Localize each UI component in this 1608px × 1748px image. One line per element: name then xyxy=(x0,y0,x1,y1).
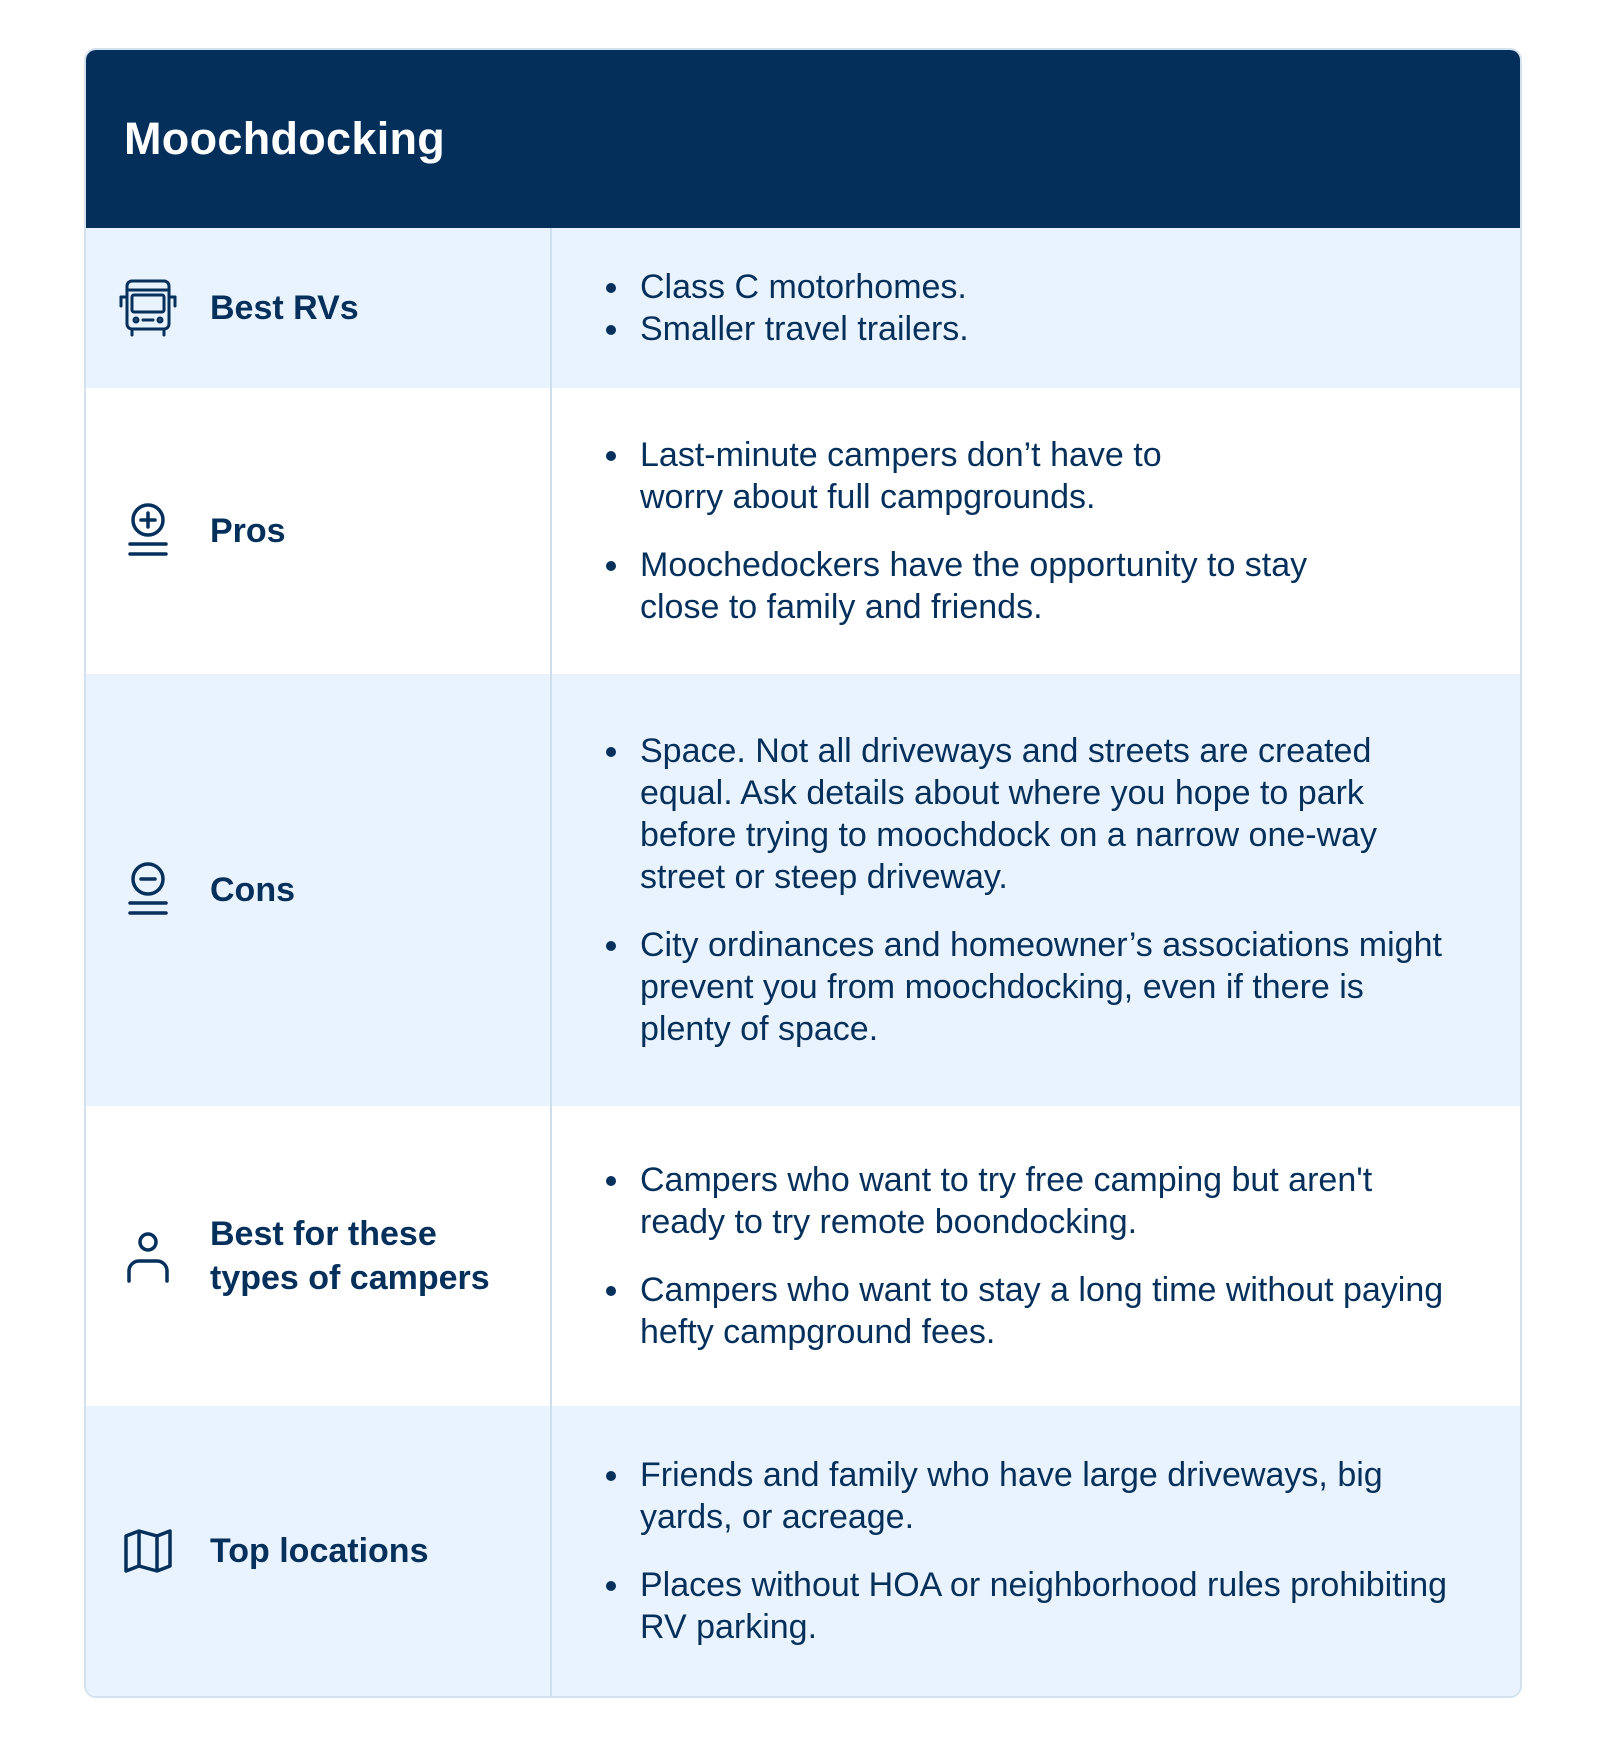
row-label-cell xyxy=(86,1406,552,1696)
map-icon xyxy=(116,1519,180,1583)
row-content xyxy=(552,674,1520,1106)
row-label: Top locations xyxy=(210,1532,429,1570)
row-cons xyxy=(86,674,1520,1106)
rv-icon xyxy=(116,276,180,340)
list-item: Campers who want to try free camping but aren't ready to try remote boondocking. xyxy=(600,1159,1460,1243)
row-label: Cons xyxy=(210,871,295,909)
card-title: Moochdocking xyxy=(124,113,446,164)
row-label: Best for these types of campers xyxy=(210,1215,490,1297)
row-content xyxy=(552,228,1520,388)
list-item: Friends and family who have large driveways, big yards, or acreage. xyxy=(600,1454,1460,1538)
bullet-list xyxy=(600,434,1320,628)
row-label-cell xyxy=(86,1106,552,1406)
row-best-for-campers xyxy=(86,1106,1520,1406)
row-content xyxy=(552,388,1520,674)
row-top-locations xyxy=(86,1406,1520,1696)
list-item: Places without HOA or neighborhood rules prohibiting RV parking. xyxy=(600,1564,1460,1648)
bullet-list xyxy=(600,1454,1460,1648)
row-label-cell xyxy=(86,388,552,674)
bullet-list xyxy=(600,1159,1460,1353)
list-item: Class C motorhomes. xyxy=(600,266,1460,308)
row-label: Pros xyxy=(210,512,286,550)
list-item: Campers who want to stay a long time without paying hefty campground fees. xyxy=(600,1269,1460,1353)
row-label: Best RVs xyxy=(210,289,359,327)
row-label-cell xyxy=(86,674,552,1106)
row-pros xyxy=(86,388,1520,674)
row-content xyxy=(552,1106,1520,1406)
list-item: City ordinances and homeowner’s associations might prevent you from moochdocking, even if there is plenty of space. xyxy=(600,924,1460,1050)
card-header xyxy=(86,50,1520,228)
row-best-rvs xyxy=(86,228,1520,388)
plus-circle-lines-icon xyxy=(116,499,180,563)
person-icon xyxy=(116,1224,180,1288)
bullet-list xyxy=(600,266,1460,350)
list-item: Last-minute campers don’t have to worry about full campgrounds. xyxy=(600,434,1320,518)
info-card xyxy=(84,48,1522,1698)
bullet-list xyxy=(600,730,1460,1050)
list-item: Moochedockers have the opportunity to stay close to family and friends. xyxy=(600,544,1320,628)
row-label-cell xyxy=(86,228,552,388)
list-item: Space. Not all driveways and streets are created equal. Ask details about where you hope to park before trying to moochdock on a narrow one-way street or steep driveway. xyxy=(600,730,1460,898)
list-item: Smaller travel trailers. xyxy=(600,308,1460,350)
minus-circle-lines-icon xyxy=(116,858,180,922)
row-content xyxy=(552,1406,1520,1696)
